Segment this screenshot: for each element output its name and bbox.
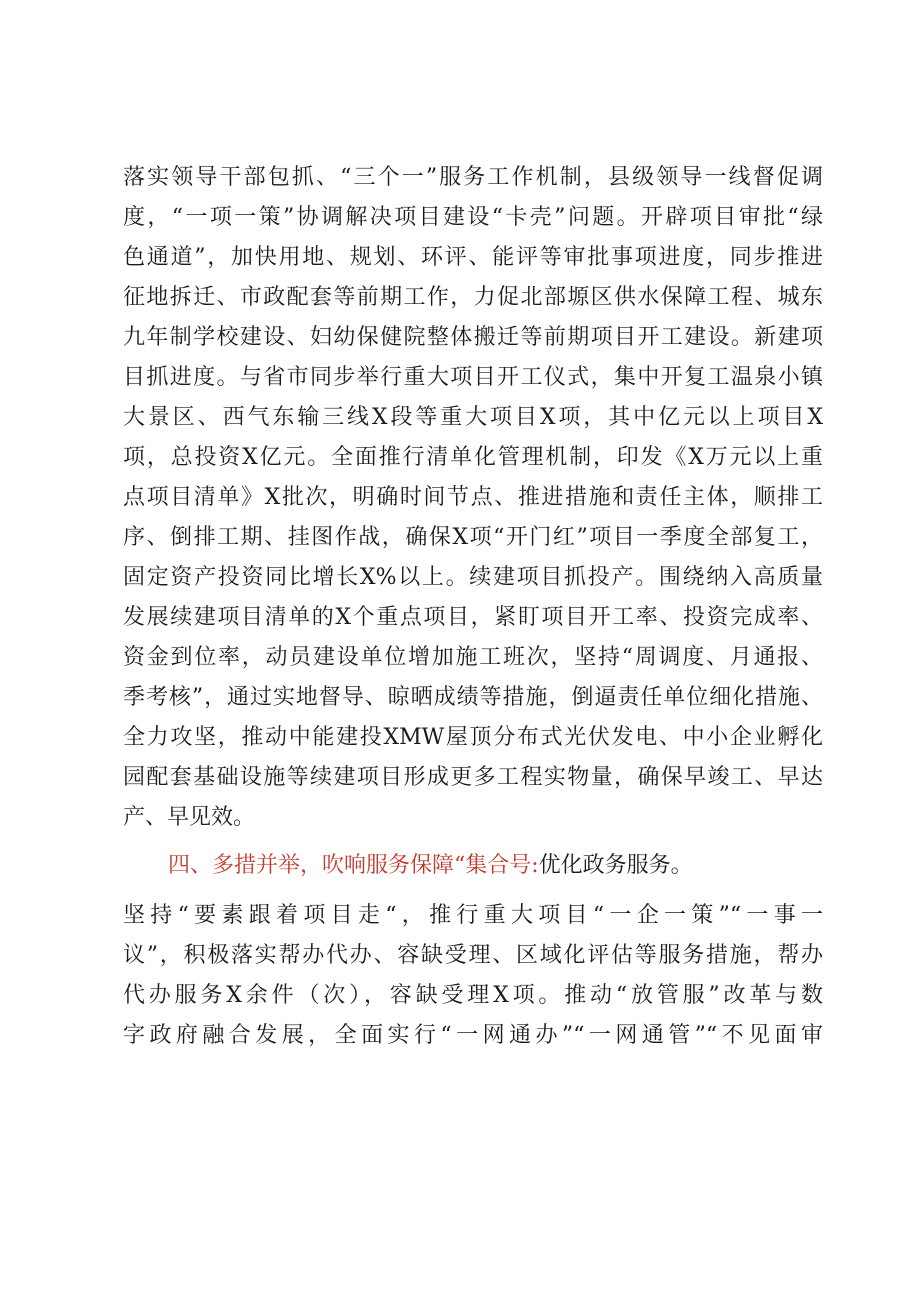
paragraph1-line-16: 园配套基础设施等续建项目形成更多工程实物量，确保早竣工、早达 [123,765,823,790]
paragraph2-line-1: 坚持“要素跟着项目走“，推行重大项目“一企一策”“一事一 [123,903,823,928]
paragraph1-line-14: 季考核”，通过实地督导、晾晒成绩等措施，倒逼责任单位细化措施、 [123,685,823,710]
paragraph1-line-2: 度，“一项一策”协调解决项目建设“卡壳”问题。开辟项目审批“绿 [123,205,823,230]
paragraph1-line-12: 发展续建项目清单的X个重点项目，紧盯项目开工率、投资完成率、 [123,605,823,630]
paragraph1-line-1: 落实领导干部包抓、“三个一”服务工作机制，县级领导一线督促调 [123,165,823,190]
paragraph1-line-3: 色通道”，加快用地、规划、环评、能评等审批事项进度，同步推进 [123,245,823,270]
section-heading-subtitle: 优化政务服务。 [538,853,693,878]
paragraph1-line-4: 征地拆迁、市政配套等前期工作，力促北部塬区供水保障工程、城东 [123,285,823,310]
section-heading-title: 四、多措并举，吹响服务保障“集合号: [168,853,539,878]
paragraph2-line-3: 代办服务X余件（次），容缺受理X项。推动“放管服”改革与数 [123,983,823,1008]
paragraph1-line-10: 序、倒排工期、挂图作战，确保X项“开门红”项目一季度全部复工， [123,525,823,550]
paragraph2-line-2: 议”，积极落实帮办代办、容缺受理、区域化评估等服务措施，帮办 [123,943,823,968]
section-heading [168,846,808,886]
paragraph1-line-7: 大景区、西气东输三线X段等重大项目X项，其中亿元以上项目X [123,405,823,430]
paragraph1-line-6: 目抓进度。与省市同步举行重大项目开工仪式，集中开复工温泉小镇 [123,365,823,390]
paragraph1-line-8: 项，总投资X亿元。全面推行清单化管理机制，印发《X万元以上重 [123,445,823,470]
paragraph2-line-4: 字政府融合发展，全面实行“一网通办”“一网通管”“不见面审 [123,1023,823,1048]
paragraph1-line-5: 九年制学校建设、妇幼保健院整体搬迁等前期项目开工建设。新建项 [123,325,823,350]
paragraph1-line-15: 全力攻坚，推动中能建投XMW屋顶分布式光伏发电、中小企业孵化 [123,725,823,750]
paragraph1-line-11: 固定资产投资同比增长X%以上。续建项目抓投产。围绕纳入高质量 [123,565,823,590]
paragraph1-line-13: 资金到位率，动员建设单位增加施工班次，坚持“周调度、月通报、 [123,645,823,670]
paragraph1-line-9: 点项目清单》X批次，明确时间节点、推进措施和责任主体，顺排工 [123,485,823,510]
paragraph1-line-17: 产、早见效。 [123,805,256,830]
